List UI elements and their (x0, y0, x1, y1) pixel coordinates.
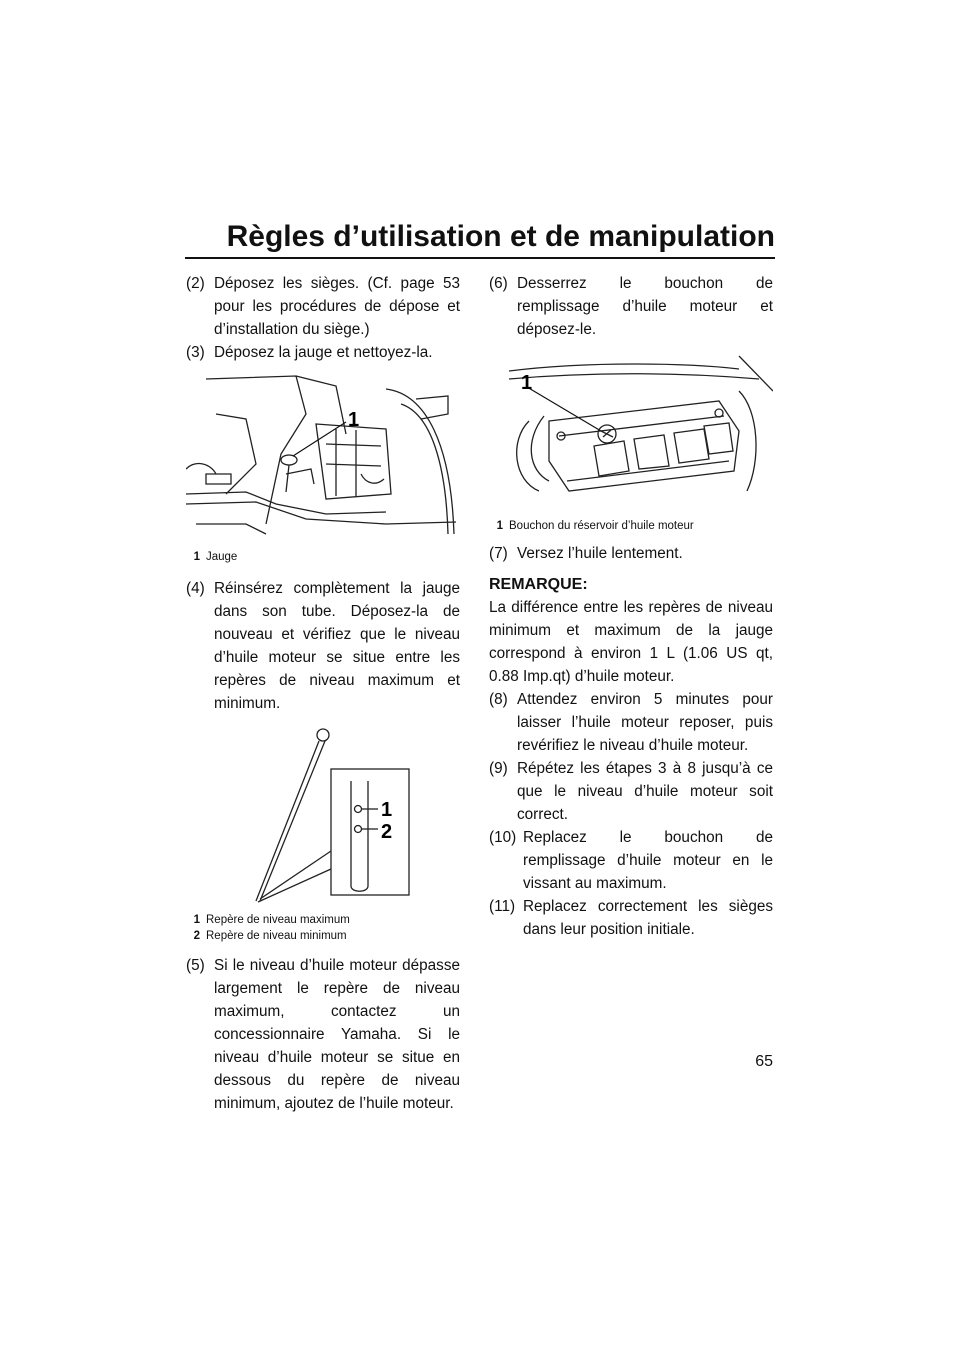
step-5: (5) Si le niveau d’huile moteur dépasse largement le repère de niveau maximum, contactez un concessionnaire Yamaha. Si le niveau d’huile moteur se situe en dessous du repère de niveau minimum, ajoutez de l’huile moteur. (186, 957, 460, 1112)
oil-filler-cap-illustration (489, 351, 773, 511)
right-column (489, 272, 773, 941)
page-number: 65 (755, 1053, 773, 1070)
figure2-callout-2: 2 (381, 821, 393, 843)
step-10: (10) Replacez le bouchon de remplissage d’huile moteur en le vissant au maximum. (489, 829, 773, 892)
figure1-callout-1: 1 (348, 409, 360, 431)
figure-dipstick-marks (186, 721, 460, 944)
title-rule (185, 257, 775, 259)
figure2-callout-1: 1 (381, 799, 393, 821)
figure3-caption: 1 Bouchon du réservoir d’huile moteur (496, 520, 694, 532)
step-3: (3) Déposez la jauge et nettoyez-la. (186, 344, 433, 361)
step-4: (4) Réinsérez complètement la jauge dans son tube. Déposez-la de nouveau et vérifiez que le niveau d’huile moteur se situe entre les repères de niveau maximum et minimum. (186, 580, 460, 712)
figure-dipstick-location (186, 374, 460, 565)
dipstick-illustration (186, 721, 456, 905)
step-2: (2) Déposez les sièges. (Cf. page 53 pour les procédures de dépose et d’installation du siège.) (186, 275, 460, 338)
step-9: (9) Répétez les étapes 3 à 8 jusqu’à ce que le niveau d’huile moteur soit correct. (489, 760, 773, 823)
figure1-caption: 1 Jauge (193, 551, 238, 563)
step-7: (7) Versez l’huile lentement. (489, 545, 683, 562)
engine-dipstick-illustration (186, 374, 456, 542)
note-title: REMARQUE: (489, 576, 588, 593)
step-6: (6) Desserrez le bouchon de remplissage d’huile moteur et déposez-le. (489, 275, 773, 338)
figure3-callout-1: 1 (521, 372, 533, 394)
figure-oil-cap (489, 351, 773, 534)
note-text: La différence entre les repères de niveau minimum et maximum de la jauge correspond à environ 1 L (1.06 US qt, 0.88 Imp.qt) d’huile moteur. (489, 599, 773, 685)
page-title: Règles d’utilisation et de manipulation (226, 220, 775, 253)
figure2-caption: 1 Repère de niveau maximum 2 Repère de niveau minimum (193, 914, 350, 942)
step-8: (8) Attendez environ 5 minutes pour laisser l’huile moteur reposer, puis revérifiez le niveau d’huile moteur. (489, 691, 773, 754)
left-column (186, 272, 460, 1115)
step-11: (11) Replacez correctement les sièges dans leur position initiale. (489, 898, 773, 938)
